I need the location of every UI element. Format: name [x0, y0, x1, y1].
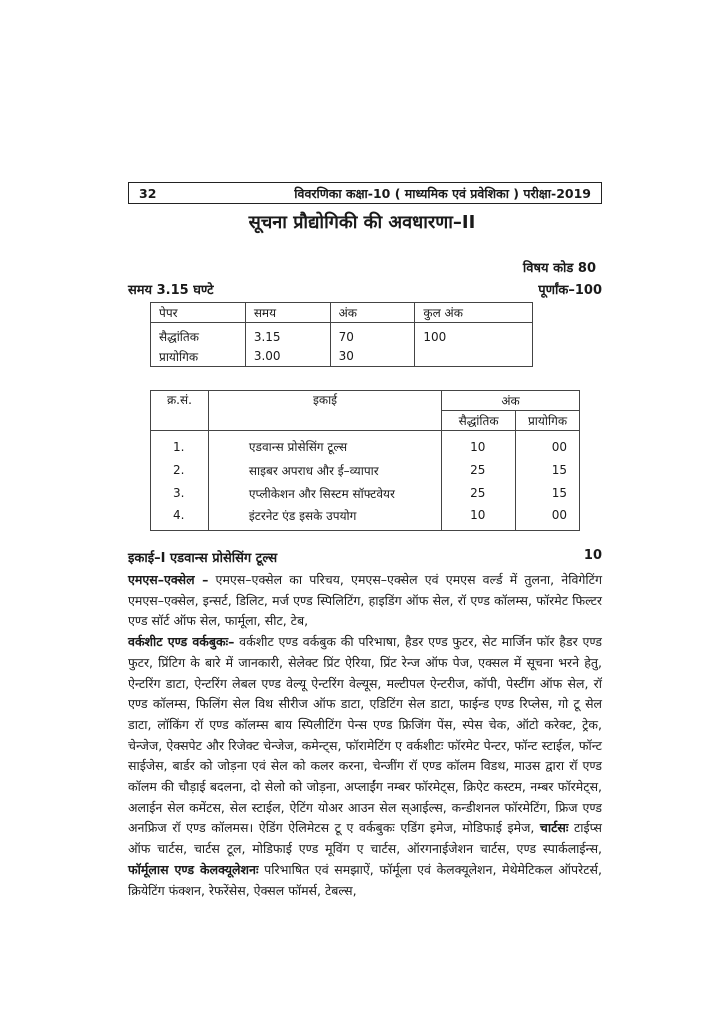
- paper-cell: सैद्धांतिक: [151, 323, 246, 347]
- max-marks: पूर्णांक–100: [538, 283, 602, 298]
- syllabus-text: [128, 570, 602, 901]
- unit-serial: 2.: [151, 459, 209, 482]
- unit-serial: 4.: [151, 505, 209, 531]
- paper-cell: 3.15: [245, 323, 330, 347]
- paragraph: [128, 632, 602, 901]
- unit-heading-row: [128, 548, 602, 566]
- unit-heading: इकाई–I एडवान्स प्रोसेसिंग टूल्स: [128, 551, 278, 566]
- paper-table: [150, 302, 533, 367]
- topic-text: एमएस–एक्सेल का परिचय, एमएस–एक्सेल एवं एमएस वर्ल्ड में तुलना, नेविगेटिंग एमएस–एक्सेल, इन्सर्ट, डिलिट, मर्ज एण्ड स्पिलिटिंग, हाइडिंग ऑफ सेल, रॉ एण्ड कॉलम्स, फॉरमेट फिल्टर एण्ड सॉर्ट ऑफ सेल, फार्मूला, सीट, टेब,: [128, 572, 603, 629]
- unit-theory-marks: 10: [442, 505, 516, 531]
- unit-practical-marks: 15: [516, 482, 580, 505]
- table-row: [151, 505, 580, 531]
- unit-header: इकाई: [208, 391, 441, 431]
- paper-header-cell: अंक: [330, 303, 415, 323]
- unit-practical-marks: 00: [516, 505, 580, 531]
- topic-text: वर्कशीट एण्ड वर्कबुक की परिभाषा, हैडर एण्ड फुटर, सेट मार्जिन फॉर हैडर एण्ड फुटर, प्रिंटिग के बारे में जानकारी, सेलेक्ट प्रिंट ऐरिया, प्रिंट रेन्ज ऑफ पेज, एक्सल में सूचना भरने हेतु, ऐन्टरिंग डाटा, ऐन्टरिंग लेबल एण्ड वेल्यू ऐन्टरिंग वेल्यूस, मल्टीपल ऐन्टरीज, कॉपी, पेस्टींग ऑफ सेल, रॉ एण्ड कॉलम्स, फिलिंग सेल विथ सीरीज ऑफ डाटा, एडिटिंग सेल डाटा, फाईन्ड एण्ड रिप्लेस, गो टू सेल डाटा, लॉकिंग रॉ एण्ड कॉलम्स बाय स्पिलीटिंग पेन्स एण्ड फ्रिजिंग पेंस, स्पेस चेक, ऑटो करेक्ट, ट्रेक, चेन्जेज, ऐक्सपेट और रिजेक्ट चेन्जेज, कमेन्ट्स, फॉरामेटिंग ए वर्कशीटः फॉरमेट पेन्टर, फॉन्ट स्टाईल, फॉन्ट साईजेस, बार्डर को जोड़ना एवं सेल को कलर करना, चेन्जींग रॉ एण्ड कॉलम विडथ, माउस द्वारा रॉ एण्ड कॉलम की चौड़ाई बदलना, दो सेलो को जोड़ना, अप्लाईंग नम्बर फॉरमेट्स, क्रिऐट कस्टम, नम्बर फॉरमेट्स, अलाईन सेल कमेंटस, सेल स्टाईल, ऐटिंग योअर आउन सेल स्आईल्स, कन्डीशनल फॉरमेटिंग, फ्रिज एण्ड अनफ्रिज रॉ एण्ड कॉलमस। ऐडिंग ऐलिमेटस टू ए वर्कबुकः एडिंग इमेज, मोडिफाई इमेज,: [128, 634, 602, 836]
- topic-text: परिभाषित एवं समझाऐं, फॉर्मूला एवं केलक्यूलेशन, मेथेमेटिकल ऑपरेटर्स, क्रियेटिंग फंक्शन, रेफरेंसेस, ऐक्सल फॉमर्स, टेबल्स,: [128, 861, 602, 898]
- unit-theory-marks: 25: [442, 459, 516, 482]
- topic-label: फॉर्मूलास एण्ड केलक्यूलेशनः: [128, 861, 259, 877]
- unit-name: एप्लीकेशन और सिस्टम सॉफ्टवेयर: [208, 482, 441, 505]
- unit-table: [150, 390, 580, 531]
- unit-serial: 1.: [151, 431, 209, 459]
- topic-label: एमएस–एक्सेल –: [128, 572, 209, 587]
- page-number: 32: [139, 185, 157, 201]
- paper-header-cell: पेपर: [151, 303, 246, 323]
- paper-cell: 100: [415, 323, 533, 347]
- theory-header: सैद्धांतिक: [442, 411, 516, 431]
- paper-header-cell: समय: [245, 303, 330, 323]
- unit-practical-marks: 00: [516, 431, 580, 459]
- topic-label: चार्टसः: [539, 820, 569, 836]
- unit-practical-marks: 15: [516, 459, 580, 482]
- table-row: [151, 347, 533, 367]
- unit-name: एडवान्स प्रोसेसिंग टूल्स: [208, 431, 441, 459]
- paper-cell: [415, 347, 533, 367]
- practical-header: प्रायोगिक: [516, 411, 580, 431]
- table-row: [151, 459, 580, 482]
- unit-serial: 3.: [151, 482, 209, 505]
- paper-cell: प्रायोगिक: [151, 347, 246, 367]
- unit-theory-marks: 10: [442, 431, 516, 459]
- table-row: [151, 431, 580, 459]
- paper-table-header: [151, 303, 533, 323]
- paragraph: [128, 570, 602, 632]
- subject-code: विषय कोड 80: [522, 261, 596, 276]
- paper-cell: 3.00: [245, 347, 330, 367]
- running-header: [128, 182, 602, 204]
- unit-table-header: [151, 391, 580, 411]
- unit-marks: 10: [583, 548, 602, 563]
- paper-header-cell: कुल अंक: [415, 303, 533, 323]
- marks-header: अंक: [442, 391, 580, 411]
- unit-name: इंटरनेट एंड इसके उपयोग: [208, 505, 441, 531]
- paper-cell: 30: [330, 347, 415, 367]
- running-title: विवरणिका कक्षा-10 ( माध्यमिक एवं प्रवेशिका ) परीक्षा-2019: [294, 185, 591, 201]
- unit-theory-marks: 25: [442, 482, 516, 505]
- topic-label: वर्कशीट एण्ड वर्कबुकः–: [128, 634, 235, 650]
- table-row: [151, 482, 580, 505]
- paper-cell: 70: [330, 323, 415, 347]
- topic-text: टाईप्स ऑफ चार्टस, चार्टस टूल, मोडिफाई एण्ड मूविंग ए चार्टस, ऑरगनाईजेशन चार्टस, एण्ड स्पार्कलाईन्स,: [128, 820, 602, 857]
- page-title: सूचना प्रौद्योगिकी की अवधारणा–II: [248, 212, 476, 233]
- table-row: [151, 323, 533, 347]
- unit-name: साइबर अपराध और ई–व्यापार: [208, 459, 441, 482]
- time-marks-row: [128, 280, 602, 298]
- serial-header: क्र.सं.: [151, 391, 209, 431]
- exam-time: समय 3.15 घण्टे: [128, 283, 214, 298]
